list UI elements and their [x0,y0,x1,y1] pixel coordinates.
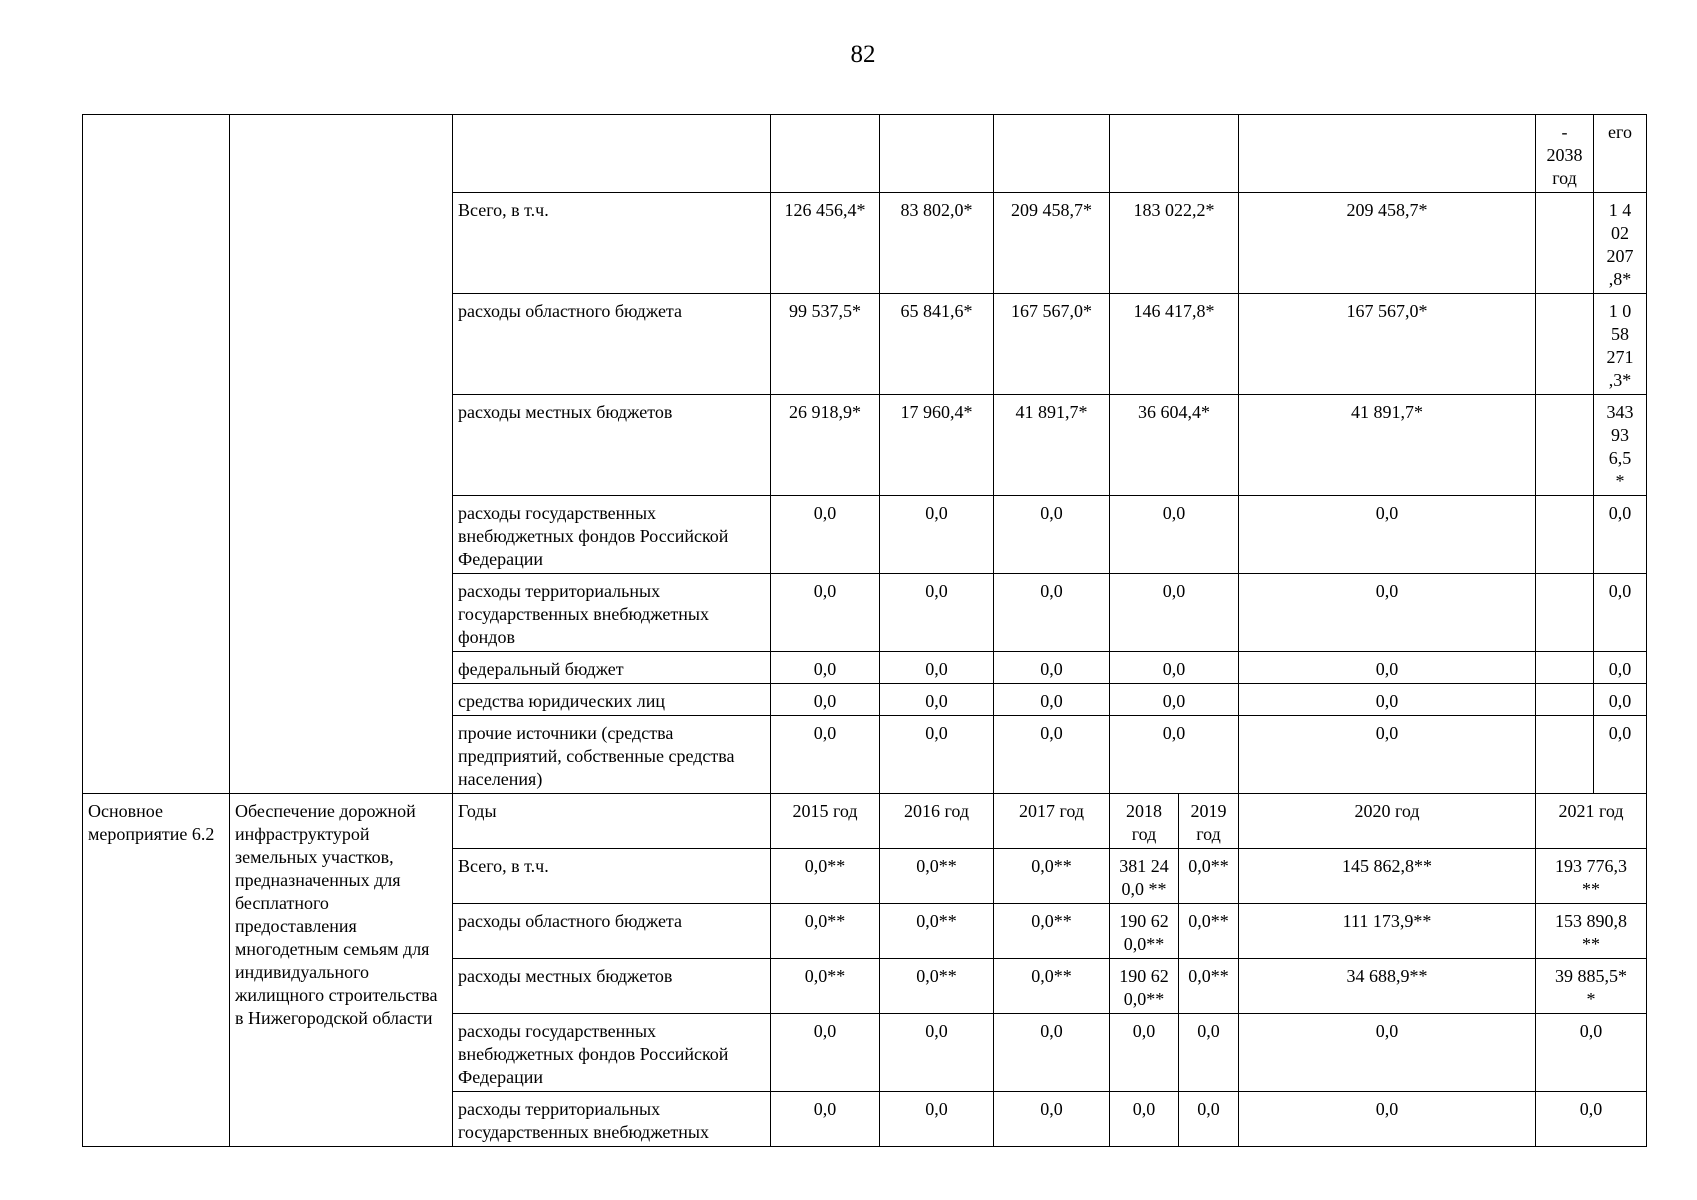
value-cell: 41 891,7* [994,395,1110,496]
value-cell: 0,0 [1239,652,1536,684]
value-cell: 0,0 [1110,716,1239,794]
value-cell: 153 890,8 ** [1536,904,1647,959]
row-label: средства юридических лиц [453,684,771,716]
value-cell: 0,0** [880,959,994,1014]
value-cell: 0,0 [880,652,994,684]
row-label: расходы местных бюджетов [453,395,771,496]
header-cell [1239,115,1536,193]
block2-header-row [83,794,1647,849]
page-number: 82 [850,41,876,68]
row-label: расходы территориальных государственных внебюджетных [453,1092,771,1147]
header-cell [453,115,771,193]
value-cell: 381 24 0,0 ** [1110,849,1179,904]
row-label: расходы государственных внебюджетных фондов Российской Федерации [453,1014,771,1092]
budget-table [82,114,1647,1147]
value-cell: 99 537,5* [771,294,880,395]
value-cell: 190 62 0,0** [1110,904,1179,959]
value-cell: 0,0** [1179,904,1239,959]
value-cell: 0,0 [1239,716,1536,794]
value-cell [1536,652,1594,684]
value-cell: 0,0** [771,904,880,959]
measure-name-cell: Обеспечение дорожной инфраструктурой земельных участков, предназначенных для бесплатного предоставления многодетным семьям для индивидуального жилищного строительства в Нижегородской области [230,794,453,1147]
value-cell: 0,0** [771,959,880,1014]
value-cell: 65 841,6* [880,294,994,395]
year-header-2038: - 2038 год [1536,115,1594,193]
value-cell [1536,684,1594,716]
measure-cell-empty [83,115,230,794]
row-label: Всего, в т.ч. [453,193,771,294]
row-label: расходы областного бюджета [453,294,771,395]
value-cell: 0,0 [994,574,1110,652]
value-cell: 0,0 [880,574,994,652]
value-cell: 0,0 [771,1014,880,1092]
value-cell: 0,0 [1179,1014,1239,1092]
value-cell [1536,716,1594,794]
header-cell [880,115,994,193]
value-cell: 146 417,8* [1110,294,1239,395]
value-cell: 0,0 [1239,574,1536,652]
value-cell [1536,294,1594,395]
total-cell: 1 4 02 207 ,8* [1594,193,1647,294]
header-cell [1110,115,1239,193]
value-cell: 0,0 [880,1092,994,1147]
row-label: расходы государственных внебюджетных фондов Российской Федерации [453,496,771,574]
value-cell: 0,0 [771,496,880,574]
value-cell: 0,0 [994,716,1110,794]
measure-cell: Основное мероприятие 6.2 [83,794,230,1147]
value-cell [1536,395,1594,496]
value-cell: 0,0** [1179,959,1239,1014]
value-cell: 0,0 [1110,496,1239,574]
value-cell: 0,0** [880,849,994,904]
value-cell: 0,0 [771,716,880,794]
total-cell: 0,0 [1594,574,1647,652]
row-label: федеральный бюджет [453,652,771,684]
value-cell: 0,0 [880,1014,994,1092]
value-cell: 0,0 [994,1092,1110,1147]
block1-header-row [83,115,1647,193]
value-cell: 0,0 [1110,1092,1179,1147]
value-cell [1536,574,1594,652]
row-label: Всего, в т.ч. [453,849,771,904]
value-cell: 0,0** [771,849,880,904]
value-cell: 41 891,7* [1239,395,1536,496]
row-label: расходы местных бюджетов [453,959,771,1014]
total-cell: 1 0 58 271 ,3* [1594,294,1647,395]
value-cell: 145 862,8** [1239,849,1536,904]
value-cell: 0,0 [994,496,1110,574]
year-header-2019: 2019 год [1179,794,1239,849]
value-cell: 0,0 [994,684,1110,716]
year-header-2016: 2016 год [880,794,994,849]
value-cell: 0,0 [880,716,994,794]
year-header-2021: 2021 год [1536,794,1647,849]
year-header-2018: 2018 год [1110,794,1179,849]
year-header-2017: 2017 год [994,794,1110,849]
year-header-2015: 2015 год [771,794,880,849]
row-label: расходы территориальных государственных внебюджетных фондов [453,574,771,652]
value-cell: 209 458,7* [1239,193,1536,294]
value-cell: 0,0** [994,959,1110,1014]
total-cell: 343 93 6,5 * [1594,395,1647,496]
header-cell [994,115,1110,193]
name-cell-empty [230,115,453,794]
value-cell: 167 567,0* [994,294,1110,395]
total-cell: 0,0 [1594,496,1647,574]
total-cell: 0,0 [1594,716,1647,794]
value-cell: 190 62 0,0** [1110,959,1179,1014]
total-cell: 0,0 [1594,684,1647,716]
value-cell: 0,0 [1110,1014,1179,1092]
value-cell: 0,0 [1239,684,1536,716]
value-cell: 183 022,2* [1110,193,1239,294]
year-header-2020: 2020 год [1239,794,1536,849]
value-cell: 0,0 [1536,1014,1647,1092]
value-cell: 0,0 [771,684,880,716]
value-cell: 0,0 [994,1014,1110,1092]
value-cell: 39 885,5* * [1536,959,1647,1014]
value-cell: 83 802,0* [880,193,994,294]
value-cell: 0,0 [771,574,880,652]
value-cell: 0,0 [1239,1014,1536,1092]
value-cell: 0,0 [1536,1092,1647,1147]
value-cell: 0,0 [771,1092,880,1147]
value-cell: 0,0 [1239,496,1536,574]
value-cell: 167 567,0* [1239,294,1536,395]
value-cell: 0,0 [880,684,994,716]
value-cell: 36 604,4* [1110,395,1239,496]
value-cell: 0,0 [880,496,994,574]
value-cell: 0,0** [994,849,1110,904]
value-cell: 193 776,3 ** [1536,849,1647,904]
value-cell: 0,0 [1110,684,1239,716]
row-label: прочие источники (средства предприятий, собственные средства населения) [453,716,771,794]
value-cell: 0,0 [1110,574,1239,652]
value-cell: 126 456,4* [771,193,880,294]
value-cell: 0,0 [1239,1092,1536,1147]
value-cell: 0,0 [994,652,1110,684]
total-header: его [1594,115,1647,193]
value-cell: 209 458,7* [994,193,1110,294]
value-cell [1536,193,1594,294]
value-cell [1536,496,1594,574]
value-cell: 0,0 [771,652,880,684]
total-cell: 0,0 [1594,652,1647,684]
value-cell: 0,0 [1179,1092,1239,1147]
value-cell: 0,0** [880,904,994,959]
years-header-label: Годы [453,794,771,849]
value-cell: 26 918,9* [771,395,880,496]
value-cell: 0,0** [1179,849,1239,904]
value-cell: 0,0** [994,904,1110,959]
value-cell: 0,0 [1110,652,1239,684]
value-cell: 34 688,9** [1239,959,1536,1014]
row-label: расходы областного бюджета [453,904,771,959]
value-cell: 111 173,9** [1239,904,1536,959]
value-cell: 17 960,4* [880,395,994,496]
header-cell [771,115,880,193]
